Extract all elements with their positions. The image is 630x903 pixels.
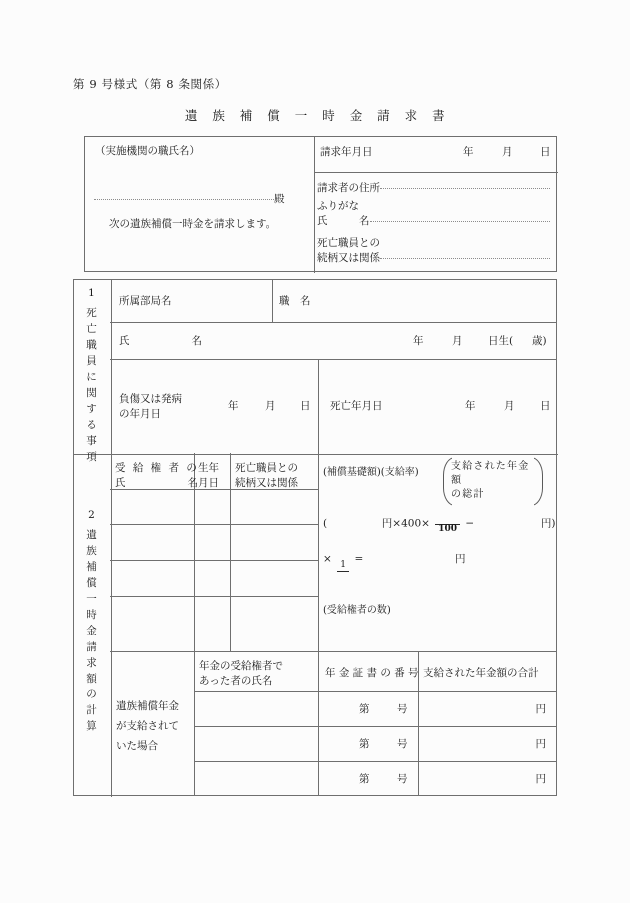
vertical-label-char: 計 [86, 704, 97, 717]
section1-row1-divider [110, 322, 557, 323]
vertical-label-char: 時 [86, 608, 97, 621]
request-date-day: 日 [540, 146, 551, 158]
section1-death-divider [318, 359, 319, 453]
death-date-month: 月 [504, 400, 515, 412]
beneficiary-row-1-birth[interactable] [195, 490, 229, 523]
pension-row-2-cert-prefix: 第 [359, 738, 370, 750]
vertical-label-char: 額 [86, 672, 97, 685]
document-title: 遺 族 補 償 一 時 金 請 求 書 [184, 108, 451, 123]
pension-row-3-cert-prefix: 第 [359, 773, 370, 785]
pension-row-3-cert-suffix: 号 [397, 773, 408, 785]
deceased-birth-day-suffix: 日生( [488, 335, 514, 347]
claimant-address-label: 請求者の住所 [317, 182, 380, 194]
claimant-relation-label-line2: 続柄又は関係 [317, 252, 380, 264]
compensation-basis-label: (補償基礎額)(支給率) [323, 467, 419, 478]
section2-label-chars [73, 528, 110, 735]
claimant-address-input[interactable] [380, 188, 550, 189]
pension-certificate-no-header: 年 金 証 書 の 番 号 [325, 667, 419, 679]
pension-row-2-amount-unit: 円 [535, 738, 546, 750]
pension-former-name-header-line2: あった者の氏名 [199, 675, 273, 688]
pension-row-1-former-name[interactable] [195, 692, 317, 725]
share-numerator: 1 [340, 559, 347, 570]
beneficiary-relation-header [235, 461, 298, 491]
vertical-label-char: 職 [86, 338, 97, 351]
pension-row-3-amount-unit: 円 [535, 773, 546, 785]
deceased-birth-age-suffix: 歳) [532, 335, 547, 347]
header-table-vertical-divider [314, 137, 315, 273]
beneficiary-calc-divider [318, 453, 319, 651]
beneficiary-section-bottom-divider [110, 651, 557, 652]
vertical-label-char: 族 [86, 544, 97, 557]
section2-vertical-label [73, 508, 110, 735]
vertical-label-char: 亡 [86, 322, 97, 335]
beneficiary-birth-header-line2: 月日 [198, 477, 219, 490]
pension-row-1-amount-unit: 円 [535, 703, 546, 715]
vertical-label-char: 請 [86, 640, 97, 653]
pension-row-2-certificate[interactable] [319, 727, 417, 760]
vertical-label-char: す [86, 402, 97, 415]
agency-name-fill-line [94, 192, 309, 207]
pension-row-1-certificate[interactable] [319, 692, 417, 725]
formula-minus-sign: − [465, 517, 475, 530]
vertical-label-char: 死 [86, 306, 97, 319]
vertical-label-char: に [86, 370, 97, 383]
pension-row-2-former-name[interactable] [195, 727, 317, 760]
beneficiary-share-fraction [337, 561, 349, 572]
section2-number: 2 [88, 509, 95, 521]
pension-row-1-cert-suffix: 号 [397, 703, 408, 715]
pension-former-name-header [199, 659, 283, 689]
section1-row2-divider [110, 359, 557, 360]
injury-date-label-line1: 負傷又は発病 [119, 393, 182, 405]
vertical-label-char: 金 [86, 624, 97, 637]
deceased-birth-year: 年 [413, 335, 424, 347]
vertical-label-char: る [86, 418, 97, 431]
injury-date-month: 月 [265, 400, 276, 412]
section1-vertical-label [73, 286, 110, 465]
payment-rate-denominator: 100 [438, 524, 458, 534]
beneficiary-name-header [115, 461, 202, 491]
claimant-relation-input[interactable] [380, 258, 550, 259]
vertical-label-char: 算 [86, 720, 97, 733]
beneficiary-row-4-name[interactable] [111, 597, 193, 650]
paid-pension-total-note-line2: の総計 [451, 489, 485, 500]
section1-position-divider [272, 280, 273, 322]
share-fraction-bar [337, 571, 349, 572]
beneficiary-row-1-name[interactable] [111, 490, 193, 523]
beneficiary-row-3-name[interactable] [111, 561, 193, 595]
department-label: 所属部局名 [119, 295, 172, 307]
pension-row-1-amount[interactable] [419, 692, 556, 725]
death-date-day: 日 [540, 400, 551, 412]
formula-open-paren: ( [323, 517, 328, 530]
pension-row-1-cert-prefix: 第 [359, 703, 370, 715]
formula-multiply-sign: × [323, 553, 332, 565]
vertical-label-char: 償 [86, 576, 97, 589]
beneficiary-row-1-relation[interactable] [231, 490, 317, 523]
beneficiary-relation-header-line1: 死亡職員との [235, 462, 298, 474]
pension-case-label [116, 697, 179, 757]
deceased-birth-month: 月 [452, 335, 463, 347]
claimant-name-input[interactable] [370, 221, 550, 222]
beneficiary-row-2-birth[interactable] [195, 525, 229, 559]
deceased-name-label: 氏 名 [119, 335, 206, 347]
vertical-label-char: 員 [86, 354, 97, 367]
death-date-year: 年 [465, 400, 476, 412]
beneficiary-row-4-relation[interactable] [231, 597, 317, 650]
pension-row-3-certificate[interactable] [319, 762, 417, 795]
injury-date-year: 年 [228, 400, 239, 412]
beneficiary-row-2-relation[interactable] [231, 525, 317, 559]
beneficiary-name-header-line1: 受 給 権 者 の [115, 462, 199, 474]
paid-pension-total-note [443, 457, 543, 506]
claimant-name-row [317, 214, 550, 229]
injury-date-day: 日 [300, 400, 311, 412]
pension-row-3-former-name[interactable] [195, 762, 317, 795]
formula-line-1 [323, 514, 556, 534]
claimant-name-label: 氏 名 [317, 215, 370, 227]
section1-section2-divider [74, 454, 558, 455]
section1-number: 1 [88, 287, 95, 299]
form-number: 第 9 号様式（第 8 条関係） [73, 77, 227, 91]
beneficiary-row-4-birth[interactable] [195, 597, 229, 650]
request-date-label: 請求年月日 [320, 146, 373, 158]
position-label: 職 名 [279, 295, 311, 307]
request-sentence: 次の遺族補償一時金を請求します。 [109, 218, 277, 230]
formula-equals-sign: = [354, 553, 364, 565]
claimant-relation-label-line1: 死亡職員との [317, 237, 380, 249]
request-date-month: 月 [502, 146, 513, 158]
beneficiary-row-3-relation[interactable] [231, 561, 317, 595]
implementing-agency-label: （実施機関の職氏名） [95, 145, 200, 157]
agency-name-dotted-rule[interactable] [94, 199, 274, 200]
beneficiary-row-2-name[interactable] [111, 525, 193, 559]
formula-yen-times-400: 円×400× [381, 517, 430, 530]
pension-case-label-line2: が支給されて [116, 719, 179, 732]
beneficiary-count-label: (受給権者の数) [323, 605, 391, 616]
vertical-label-char: の [86, 688, 97, 701]
pension-case-label-line1: 遺族補償年金 [116, 700, 179, 712]
vertical-label-char: 一 [86, 592, 97, 605]
beneficiary-birth-header-line1: 生年 [198, 462, 219, 474]
claimant-furigana-label: ふりがな [317, 200, 359, 212]
header-table-right-divider [314, 172, 558, 173]
section1-label-chars [73, 306, 110, 466]
pension-row-2-cert-suffix: 号 [397, 738, 408, 750]
injury-date-label-line2: の年月日 [119, 408, 161, 420]
pension-row-3-amount[interactable] [419, 762, 556, 795]
payment-rate-numerator[interactable] [435, 514, 460, 524]
beneficiary-name-header-line2: 氏 名 [115, 477, 202, 490]
formula-yen-close-paren: 円) [540, 517, 556, 530]
payment-rate-fraction [435, 514, 460, 534]
vertical-label-char: 事 [86, 434, 97, 447]
claimant-relation-row [317, 251, 550, 266]
formula-line-2 [323, 552, 466, 572]
formula-result-unit: 円 [455, 553, 466, 565]
pension-row-2-amount[interactable] [419, 727, 556, 760]
pension-paid-total-header: 支給された年金額の合計 [423, 667, 539, 679]
vertical-label-char: 求 [86, 656, 97, 669]
pension-former-name-header-line1: 年金の受給権者で [199, 660, 283, 672]
paid-pension-total-note-line1: 支給された年金額 [451, 461, 530, 486]
honorific-dono: 殿 [274, 193, 285, 205]
claimant-address-row [317, 181, 550, 196]
pension-case-label-line3: いた場合 [116, 739, 158, 752]
request-date-year: 年 [463, 146, 474, 158]
death-date-label: 死亡年月日 [330, 400, 383, 412]
vertical-label-char: 補 [86, 560, 97, 573]
vertical-label-char: 遺 [86, 528, 97, 541]
bracket-top-gap [452, 456, 534, 459]
beneficiary-row-3-birth[interactable] [195, 561, 229, 595]
beneficiary-birth-header [198, 461, 219, 491]
vertical-label-char: 関 [86, 386, 97, 399]
beneficiary-relation-header-line2: 続柄又は関係 [235, 477, 298, 490]
vertical-label-char: 項 [86, 450, 97, 463]
bracket-bottom-gap [452, 504, 534, 507]
